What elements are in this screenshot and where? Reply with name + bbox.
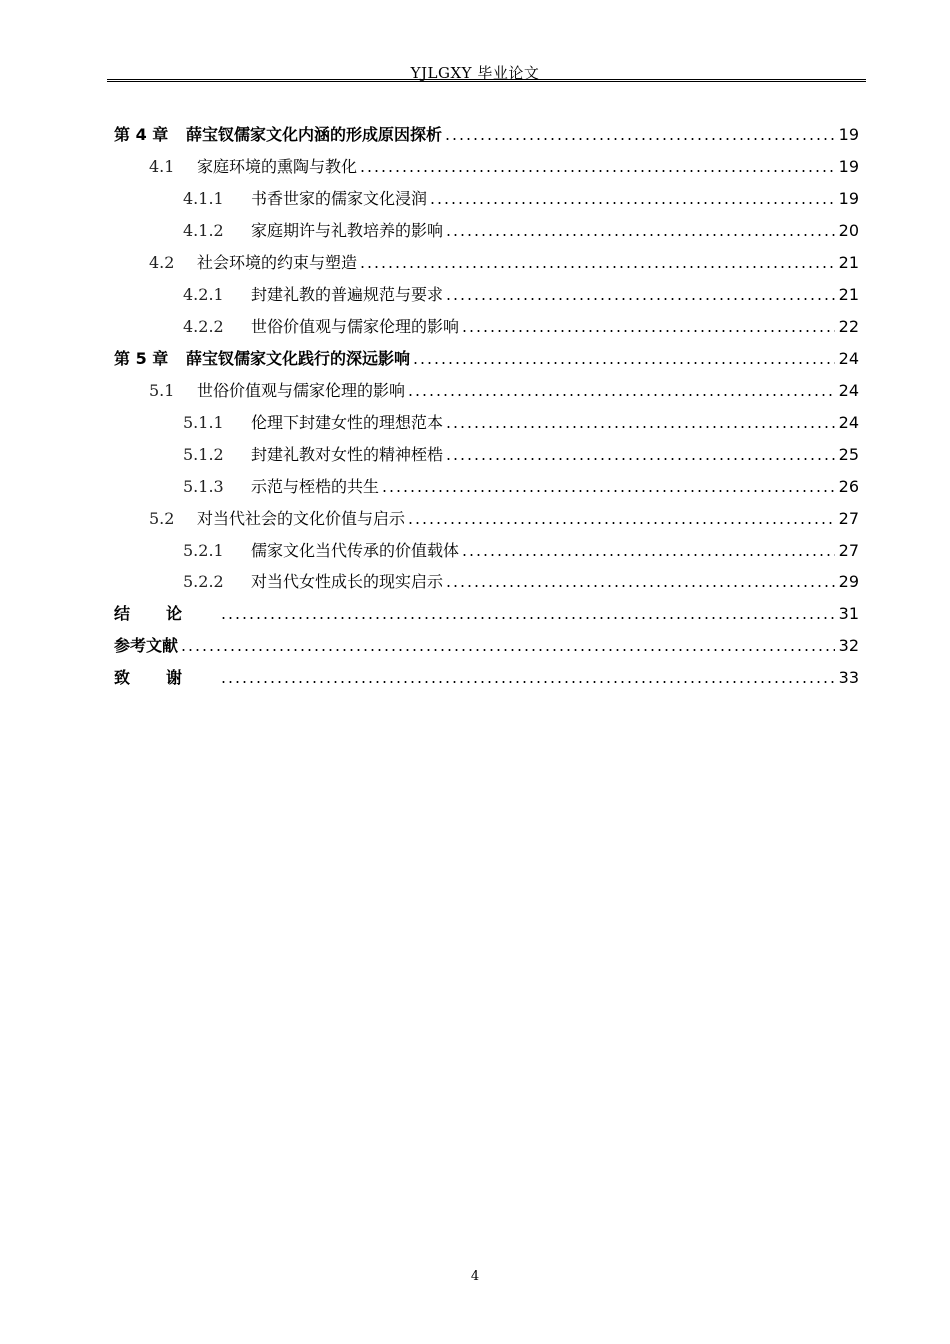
toc-entry-title: 薛宝钗儒家文化内涵的形成原因探析 bbox=[186, 125, 443, 144]
toc-entry-page: 24 bbox=[838, 381, 859, 400]
dot-leader bbox=[444, 138, 835, 140]
toc-entry-number: 5.1.1 bbox=[183, 413, 224, 432]
toc-entry-number: 5.1.3 bbox=[183, 477, 224, 496]
toc-entry-number: 第 5 章 bbox=[114, 349, 169, 368]
header-rule bbox=[107, 79, 866, 82]
dot-leader bbox=[445, 234, 835, 236]
toc-entry-page: 27 bbox=[838, 541, 859, 560]
toc-entry-title: 对当代社会的文化价值与启示 bbox=[197, 509, 406, 528]
toc-entry-page: 31 bbox=[838, 604, 859, 623]
dot-leader bbox=[412, 362, 835, 364]
page-number: 4 bbox=[470, 1269, 480, 1284]
toc-entry-title: 对当代女性成长的现实启示 bbox=[251, 572, 444, 591]
dot-leader bbox=[445, 426, 835, 428]
dot-leader bbox=[407, 522, 835, 524]
dot-leader bbox=[429, 202, 835, 204]
toc-entry-number: 4.2.1 bbox=[183, 285, 224, 304]
toc-entry-page: 21 bbox=[838, 253, 859, 272]
toc-entry-number: 4.1.2 bbox=[183, 221, 224, 240]
toc-entry-title: 家庭环境的熏陶与教化 bbox=[197, 157, 358, 176]
toc-entry-number: 5.2.1 bbox=[183, 541, 224, 560]
toc-entry-chapter-4[interactable] bbox=[114, 121, 859, 145]
toc-entry-page: 19 bbox=[838, 157, 859, 176]
toc-entry-page: 22 bbox=[838, 317, 859, 336]
toc-entry-title: 致谢 bbox=[114, 668, 219, 687]
dot-leader bbox=[359, 170, 835, 172]
toc-entry-number: 4.2 bbox=[149, 253, 175, 272]
toc-entry-title: 儒家文化当代传承的价值载体 bbox=[251, 541, 460, 560]
toc-entry-page: 27 bbox=[838, 509, 859, 528]
toc-entry-references[interactable] bbox=[114, 632, 859, 656]
toc-entry-section-4-2-2[interactable] bbox=[183, 313, 859, 337]
dot-leader bbox=[407, 394, 835, 396]
toc-entry-section-4-2-1[interactable] bbox=[183, 281, 859, 305]
toc-entry-title: 示范与桎梏的共生 bbox=[251, 477, 380, 496]
toc-entry-title: 封建礼教的普遍规范与要求 bbox=[251, 285, 444, 304]
toc-entry-page: 24 bbox=[838, 349, 859, 368]
toc-entry-title: 家庭期许与礼教培养的影响 bbox=[251, 221, 444, 240]
toc-entry-title: 伦理下封建女性的理想范本 bbox=[251, 413, 444, 432]
toc-entry-title: 薛宝钗儒家文化践行的深远影响 bbox=[186, 349, 411, 368]
toc-entry-page: 33 bbox=[838, 668, 859, 687]
toc-entry-section-5-1-1[interactable] bbox=[183, 409, 859, 433]
toc-entry-page: 21 bbox=[838, 285, 859, 304]
toc-entry-title: 世俗价值观与儒家伦理的影响 bbox=[251, 317, 460, 336]
dot-leader bbox=[445, 298, 835, 300]
dot-leader bbox=[180, 649, 835, 651]
toc-entry-chapter-5[interactable] bbox=[114, 345, 859, 369]
toc-entry-section-5-2-1[interactable] bbox=[183, 537, 859, 561]
toc-entry-section-5-2-2[interactable] bbox=[183, 568, 859, 592]
toc-entry-number: 5.2 bbox=[149, 509, 175, 528]
toc-entry-page: 24 bbox=[838, 413, 859, 432]
toc-entry-number: 5.2.2 bbox=[183, 572, 224, 591]
dot-leader bbox=[461, 330, 835, 332]
toc-entry-section-5-1[interactable] bbox=[149, 377, 859, 401]
dot-leader bbox=[381, 490, 835, 492]
toc-entry-title: 参考文献 bbox=[114, 636, 179, 655]
toc-entry-section-4-2[interactable] bbox=[149, 249, 859, 273]
toc-entry-page: 19 bbox=[838, 189, 859, 208]
toc-entry-section-4-1[interactable] bbox=[149, 153, 859, 177]
toc-entry-section-5-1-3[interactable] bbox=[183, 473, 859, 497]
toc-entry-section-5-1-2[interactable] bbox=[183, 441, 859, 465]
toc-entry-page: 20 bbox=[838, 221, 859, 240]
dot-leader bbox=[359, 266, 835, 268]
toc-entry-section-5-2[interactable] bbox=[149, 505, 859, 529]
toc-entry-page: 26 bbox=[838, 477, 859, 496]
toc-entry-conclusion[interactable] bbox=[114, 600, 859, 624]
dot-leader bbox=[220, 617, 835, 619]
dot-leader bbox=[220, 681, 835, 683]
toc-entry-title: 结论 bbox=[114, 604, 219, 623]
toc-entry-number: 4.2.2 bbox=[183, 317, 224, 336]
dot-leader bbox=[461, 554, 835, 556]
toc-entry-number: 5.1.2 bbox=[183, 445, 224, 464]
toc-entry-number: 第 4 章 bbox=[114, 125, 169, 144]
toc-entry-acknowledgements[interactable] bbox=[114, 664, 859, 688]
toc-entry-page: 19 bbox=[838, 125, 859, 144]
toc-entry-title: 封建礼教对女性的精神桎梏 bbox=[251, 445, 444, 464]
toc-entry-number: 5.1 bbox=[149, 381, 175, 400]
dot-leader bbox=[445, 458, 835, 460]
toc-entry-page: 32 bbox=[838, 636, 859, 655]
toc-entry-title: 世俗价值观与儒家伦理的影响 bbox=[197, 381, 406, 400]
toc-entry-page: 29 bbox=[838, 572, 859, 591]
toc-entry-title: 社会环境的约束与塑造 bbox=[197, 253, 358, 272]
running-header: YJLGXY 毕业论文 bbox=[410, 64, 540, 82]
toc-entry-number: 4.1 bbox=[149, 157, 175, 176]
dot-leader bbox=[445, 585, 835, 587]
toc-entry-number: 4.1.1 bbox=[183, 189, 224, 208]
toc-entry-section-4-1-1[interactable] bbox=[183, 185, 859, 209]
toc-entry-section-4-1-2[interactable] bbox=[183, 217, 859, 241]
toc-entry-page: 25 bbox=[838, 445, 859, 464]
toc-entry-title: 书香世家的儒家文化浸润 bbox=[251, 189, 428, 208]
